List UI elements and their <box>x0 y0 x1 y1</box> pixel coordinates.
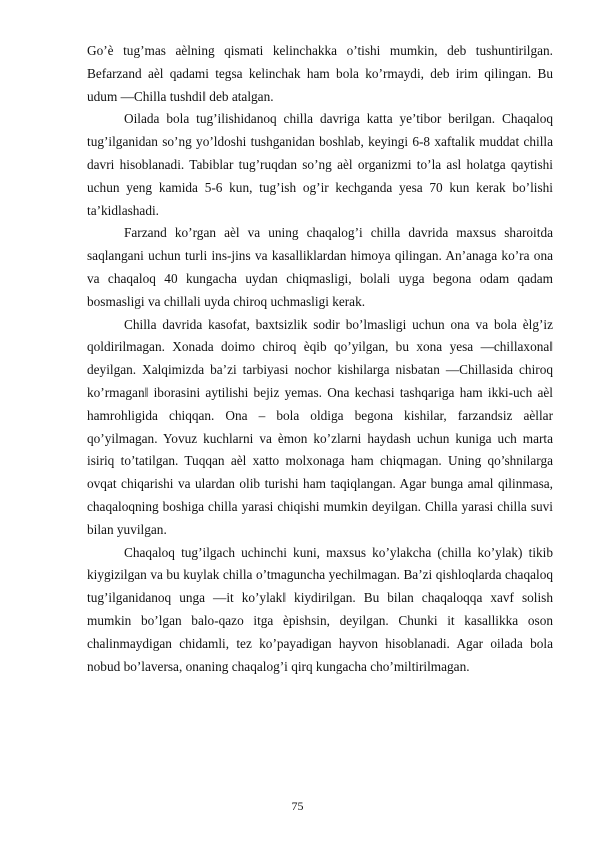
paragraph: Go’è tug’mas aèlning qismati kelinchakka o’tishi mumkin, deb tushuntirilgan. Befarzand aèl qadami tegsa kelinchak ham bola ko’rmaydi, deb irim qilingan. Bu udum ―Chilla tushdi‖ deb atalgan. <box>87 43 553 104</box>
paragraph: Oilada bola tug’ilishidanoq chilla davriga katta ye’tibor berilgan. Chaqaloq tug’ilganidan so’ng yo’ldoshi tushganidan boshlab, keyingi 6-8 xaftalik muddat chilla davri hisoblanadi. Tabiblar tug’ruqdan so’ng aèl organizmi to’la asl holatga qaytishi uchun yeng kamida 5-6 kun, tug’ish og’ir kechganda yesa 70 kun kerak bo’lishi ta’kidlashadi. <box>87 111 553 218</box>
page-number: 75 <box>291 799 304 813</box>
paragraph: Chaqaloq tug’ilgach uchinchi kuni, maxsus ko’ylakcha (chilla ko’ylak) tikib kiygizilgan va bu kuylak chilla o’tmaguncha yechilmagan. Ba’zi qishloqlarda chaqaloq tug’ilganidanoq unga ―it ko’ylak‖ kiydirilgan. Bu bilan chaqaloqqa xavf solish mumkin bo’lgan balo-qazo itga èpishsin, deyilgan. Chunki it kasallikka oson chalinmaydigan chidamli, tez ko’payadigan hayvon hisoblanadi. Agar oilada bola nobud bo’laversa, onaning chaqalog’i qirq kungacha cho’miltirilmagan. <box>87 544 553 674</box>
paragraph: Chilla davrida kasofat, baxtsizlik sodir bo’lmasligi uchun ona va bola èlg’iz qoldirilmagan. Xonada doimo chiroq èqib qo’yilgan, bu xona yesa ―chillaxona‖ deyilgan. Xalqimizda ba’zi tarbiyasi nochor kishilarga nisbatan ―Chillasida chiroq ko’rmagan‖ iborasini aytilishi bejiz yemas. Ona kechasi tashqariga ham ikki-uch aèl hamrohligida chiqqan. Ona – bola oldiga begona kishilar, farzandsiz aèllar qo’yilmagan. Yovuz kuchlarni va èmon ko’zlarni haydash uchun kuniga uch marta isiriq to’tatilgan. Tuqqan aèl xatto molxonaga ham chiqmagan. Uning qo’shnilarga ovqat chiqarishi va ulardan olib turishi ham taqiqlangan. Agar bunga amal qilinmasa, chaqaloqning boshiga chilla yarasi chiqishi mumkin deyilgan. Chilla yarasi chilla suvi bilan yuvilgan. <box>87 316 553 537</box>
paragraph: Farzand ko’rgan aèl va uning chaqalog’i chilla davrida maxsus sharoitda saqlangani uchun turli ins-jins va kasalliklardan himoya qilingan. An’anaga ko’ra ona va chaqaloq 40 kungacha uydan chiqmasligi, bolali uyga begona odam qadam bosmasligi va chillali uyda chiroq uchmasligi kerak. <box>87 225 553 309</box>
document-body <box>87 40 553 678</box>
